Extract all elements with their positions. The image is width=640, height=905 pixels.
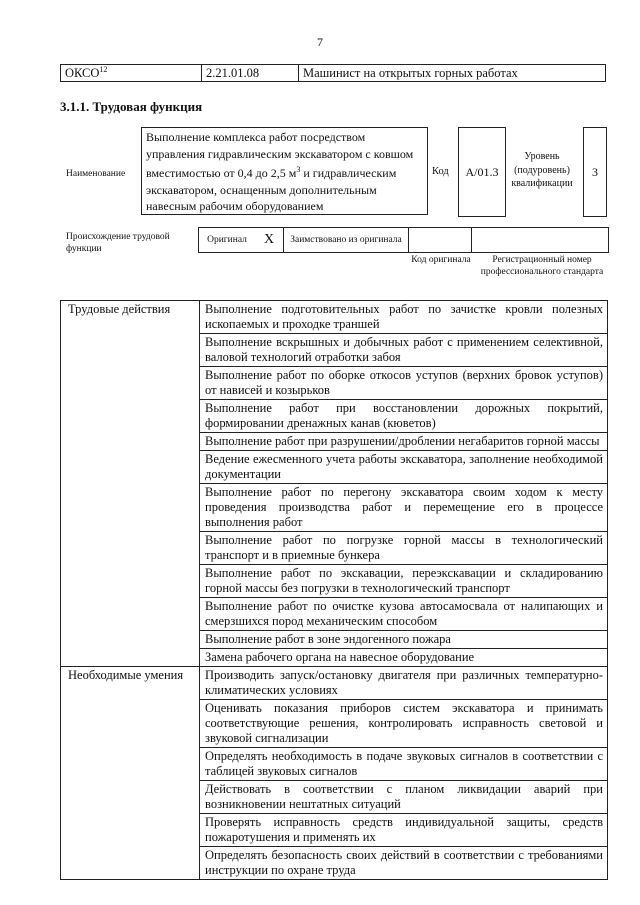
page-number: 7 — [317, 35, 323, 49]
code-label: Код — [432, 166, 449, 177]
list-item: Выполнение работ при разрушении/дроблении негабаритов горной массы — [200, 433, 608, 451]
list-item: Выполнение работ по перегону экскаватора своим ходом к месту проведения производства работ и перемещение его в процессе выполнения работ — [200, 484, 608, 532]
level-value: 3 — [583, 127, 607, 217]
origin-table — [198, 227, 609, 253]
list-item: Выполнение работ по очистке кузова автосамосвала от налипающих и смерзшихся пород механическим способом — [200, 598, 608, 631]
function-name-sup: 3 — [296, 165, 301, 174]
list-item: Выполнение работ в зоне эндогенного пожара — [200, 631, 608, 649]
code-value: A/01.3 — [458, 127, 506, 217]
name-label: Наименование — [66, 169, 126, 179]
section-label: Необходимые умения — [61, 667, 200, 880]
list-item: Определять необходимость в подаче звуковых сигналов в соответствии с таблицей звуковых сигналов — [200, 748, 608, 781]
table-row — [61, 667, 608, 700]
okso-code: 2.21.01.08 — [202, 65, 299, 82]
function-name-text: Выполнение комплекса работ посредством управления гидравлическим экскаватором с ковшом вместимостью от 0,4 до 2,5 м — [146, 130, 414, 180]
origin-label: Происхождение трудовой функции — [66, 232, 170, 254]
list-item: Проверять исправность средств индивидуальной защиты, средств пожаротушения и применять их — [200, 814, 608, 847]
okso-footnote: 12 — [99, 65, 108, 74]
code-original-caption: Код оригинала — [411, 255, 471, 265]
list-item: Производить запуск/остановку двигателя при различных температурно-климатических условиях — [200, 667, 608, 700]
function-name-end: и гидравлическим экскаватором, оснащенным дополнительным навесным рабочим оборудованием — [146, 166, 397, 213]
original-mark: X — [255, 228, 284, 253]
list-item: Выполнение работ по погрузке горной массы в технологический транспорт и в приемные бункера — [200, 532, 608, 565]
reg-number-cell — [472, 228, 609, 253]
list-item: Действовать в соответствии с планом ликвидации аварий при возникновении нештатных ситуаций — [200, 781, 608, 814]
table-row — [61, 301, 608, 334]
list-item: Оценивать показания приборов систем экскаватора и принимать соответствующие решения, контролировать исправность световой и звуковой сигнализации — [200, 700, 608, 748]
level-label: Уровень (подуровень) квалификации — [511, 151, 573, 189]
list-item: Замена рабочего органа на навесное оборудование — [200, 649, 608, 667]
list-item: Выполнение работ по экскавации, переэкскавации и складированию горной массы без погрузки в технологический транспорт — [200, 565, 608, 598]
reg-number-caption: Регистрационный номер профессионального стандарта — [480, 255, 604, 277]
borrowed-label: Заимствовано из оригинала — [284, 228, 409, 253]
function-name — [141, 127, 428, 215]
list-item: Выполнение подготовительных работ по зачистке кровли полезных ископаемых и проходке траншей — [200, 301, 608, 334]
list-item: Ведение ежесменного учета работы экскаватора, заполнение необходимой документации — [200, 451, 608, 484]
list-item: Выполнение работ по оборке откосов уступов (верхних бровок уступов) от нависей и козырьков — [200, 367, 608, 400]
original-label: Оригинал — [199, 228, 256, 253]
list-item: Выполнение работ при восстановлении дорожных покрытий, формировании дренажных канав (кюветов) — [200, 400, 608, 433]
origin-code-cell — [409, 228, 472, 253]
okso-name: Машинист на открытых горных работах — [299, 65, 606, 82]
function-table — [60, 300, 608, 880]
okso-label-cell — [61, 65, 202, 82]
list-item: Определять безопасность своих действий в соответствии с требованиями инструкции по охране труда — [200, 847, 608, 880]
section-label: Трудовые действия — [61, 301, 200, 667]
section-title: 3.1.1. Трудовая функция — [60, 99, 203, 114]
list-item: Выполнение вскрышных и добычных работ с применением селективной, валовой технологий отработки забоя — [200, 334, 608, 367]
okso-label: ОКСО — [65, 66, 100, 81]
okso-table — [60, 64, 606, 82]
